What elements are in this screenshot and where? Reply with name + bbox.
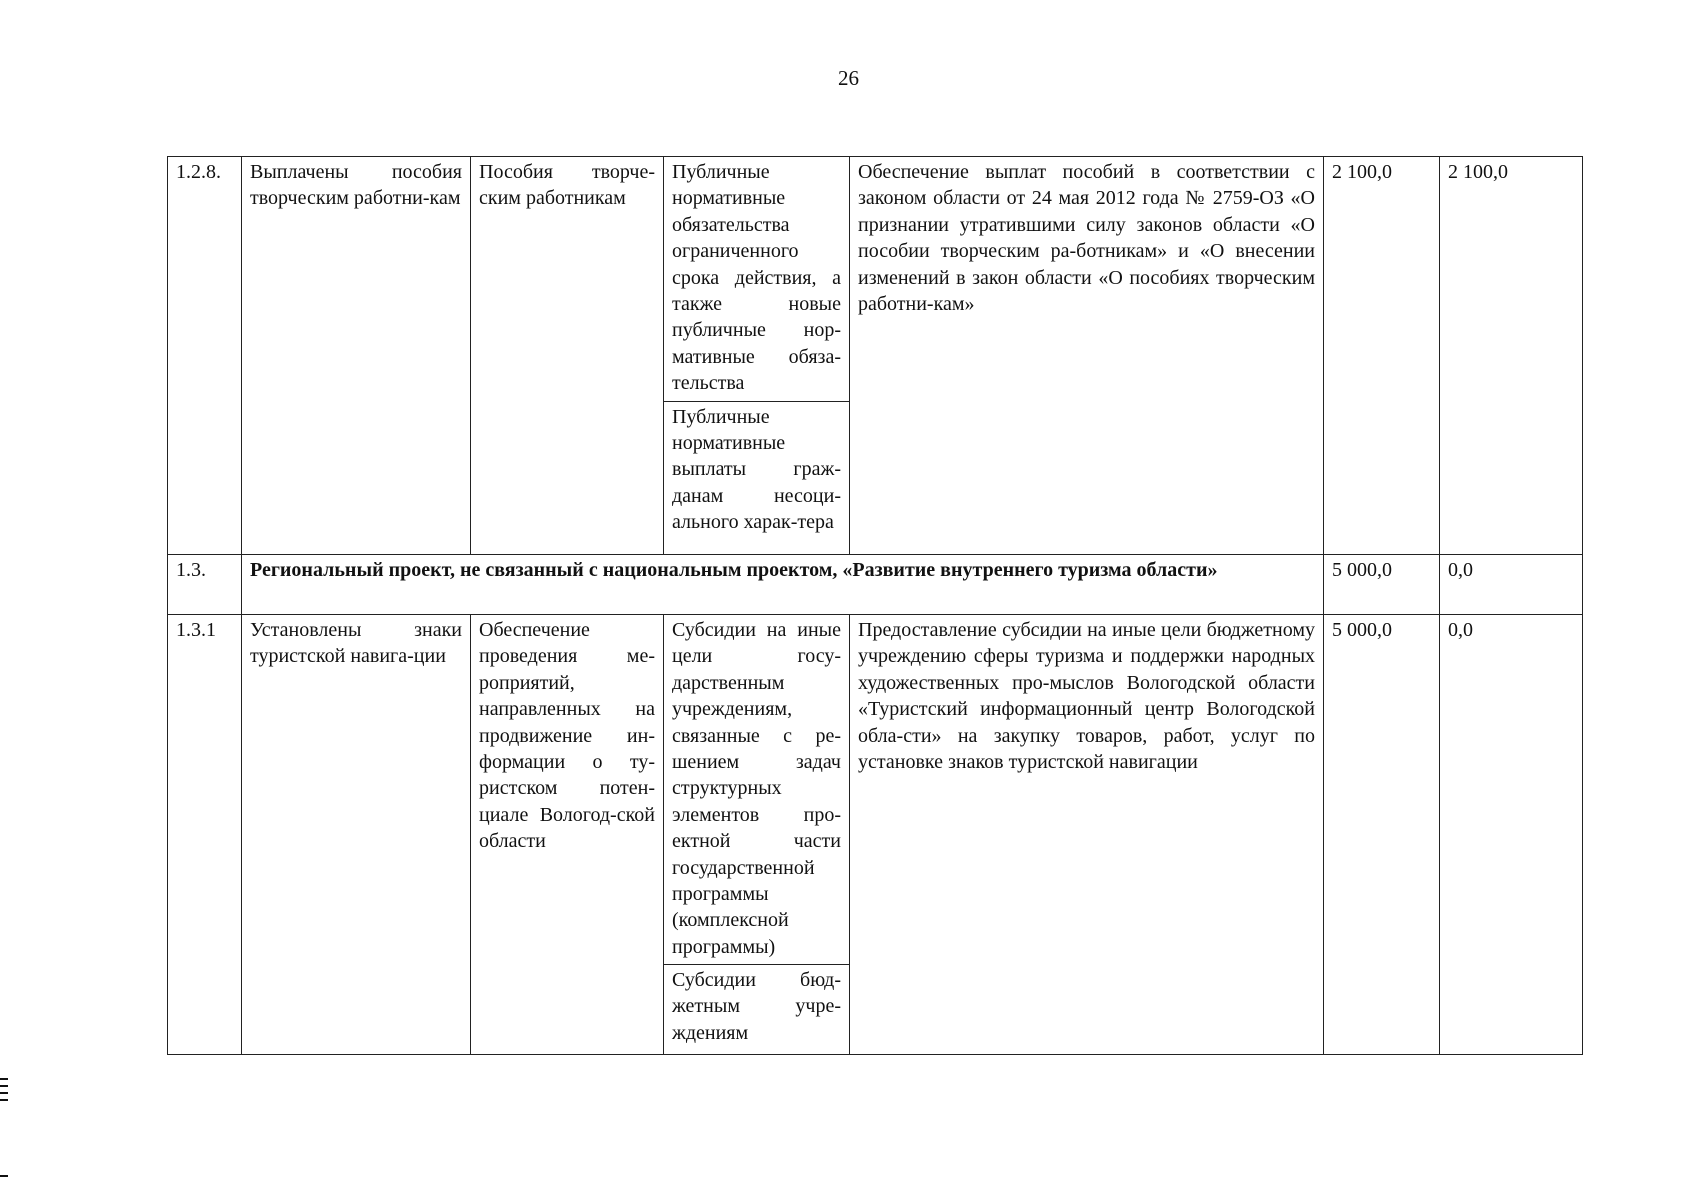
expense-type-cell xyxy=(664,157,850,555)
expense-type-item: Публичные нормативные обязательства ограниченного срока действия, а также новые публичные нор-мативные обяза-тельства xyxy=(672,161,841,395)
table-row xyxy=(168,157,1583,555)
result-cell: Установлены знаки туристской навига-ции xyxy=(242,615,471,1055)
description-cell: Обеспечение выплат пособий в соответствии с законом области от 24 мая 2012 года № 2759-ОЗ «О признании утратившими силу законов области «О пособии творческим ра-ботникам» и «О внесении изменений в закон области «О пособиях творческим работни-кам» xyxy=(850,157,1324,555)
event-cell: Пособия творче-ским работникам xyxy=(471,157,664,555)
margin-mark xyxy=(0,1078,8,1080)
margin-mark xyxy=(0,1099,8,1101)
expense-type-item: Субсидии бюд-жетным учре-ждениям xyxy=(664,964,849,1050)
section-title: Региональный проект, не связанный с национальным проектом, «Развитие внутреннего туризма области» xyxy=(242,555,1324,615)
table-row xyxy=(168,615,1583,1055)
result-cell: Выплачены пособия творческим работни-кам xyxy=(242,157,471,555)
margin-mark xyxy=(0,1085,8,1087)
margin-mark xyxy=(0,1175,8,1177)
row-number: 1.3.1 xyxy=(168,615,242,1055)
expense-type-item: Субсидии на иные цели госу-дарственным учреждениям, связанные с ре-шением задач структурных элементов про-ектной части государственной программы (комплексной программы) xyxy=(672,619,841,958)
expense-type-item: Публичные нормативные выплаты граж-данам несоци-ального харак-тера xyxy=(664,401,849,540)
page-number: 26 xyxy=(838,66,859,90)
event-cell: Обеспечение проведения ме-роприятий, направленных на продвижение ин-формации о ту-ристском потен-циале Вологод-ской области xyxy=(471,615,664,1055)
margin-mark xyxy=(0,1092,8,1094)
amount-cell: 0,0 xyxy=(1440,615,1583,1055)
amount-cell: 2 100,0 xyxy=(1324,157,1440,555)
amount-cell: 0,0 xyxy=(1440,555,1583,615)
amount-cell: 5 000,0 xyxy=(1324,555,1440,615)
table-row xyxy=(168,555,1583,615)
description-cell: Предоставление субсидии на иные цели бюджетному учреждению сферы туризма и поддержки народных художественных про-мыслов Вологодской области «Туристский информационный центр Вологодской обла-сти» на закупку товаров, работ, услуг по установке знаков туристской навигации xyxy=(850,615,1324,1055)
amount-cell: 5 000,0 xyxy=(1324,615,1440,1055)
row-number: 1.2.8. xyxy=(168,157,242,555)
budget-table xyxy=(167,156,1583,1055)
row-number: 1.3. xyxy=(168,555,242,615)
expense-type-cell xyxy=(664,615,850,1055)
amount-cell: 2 100,0 xyxy=(1440,157,1583,555)
